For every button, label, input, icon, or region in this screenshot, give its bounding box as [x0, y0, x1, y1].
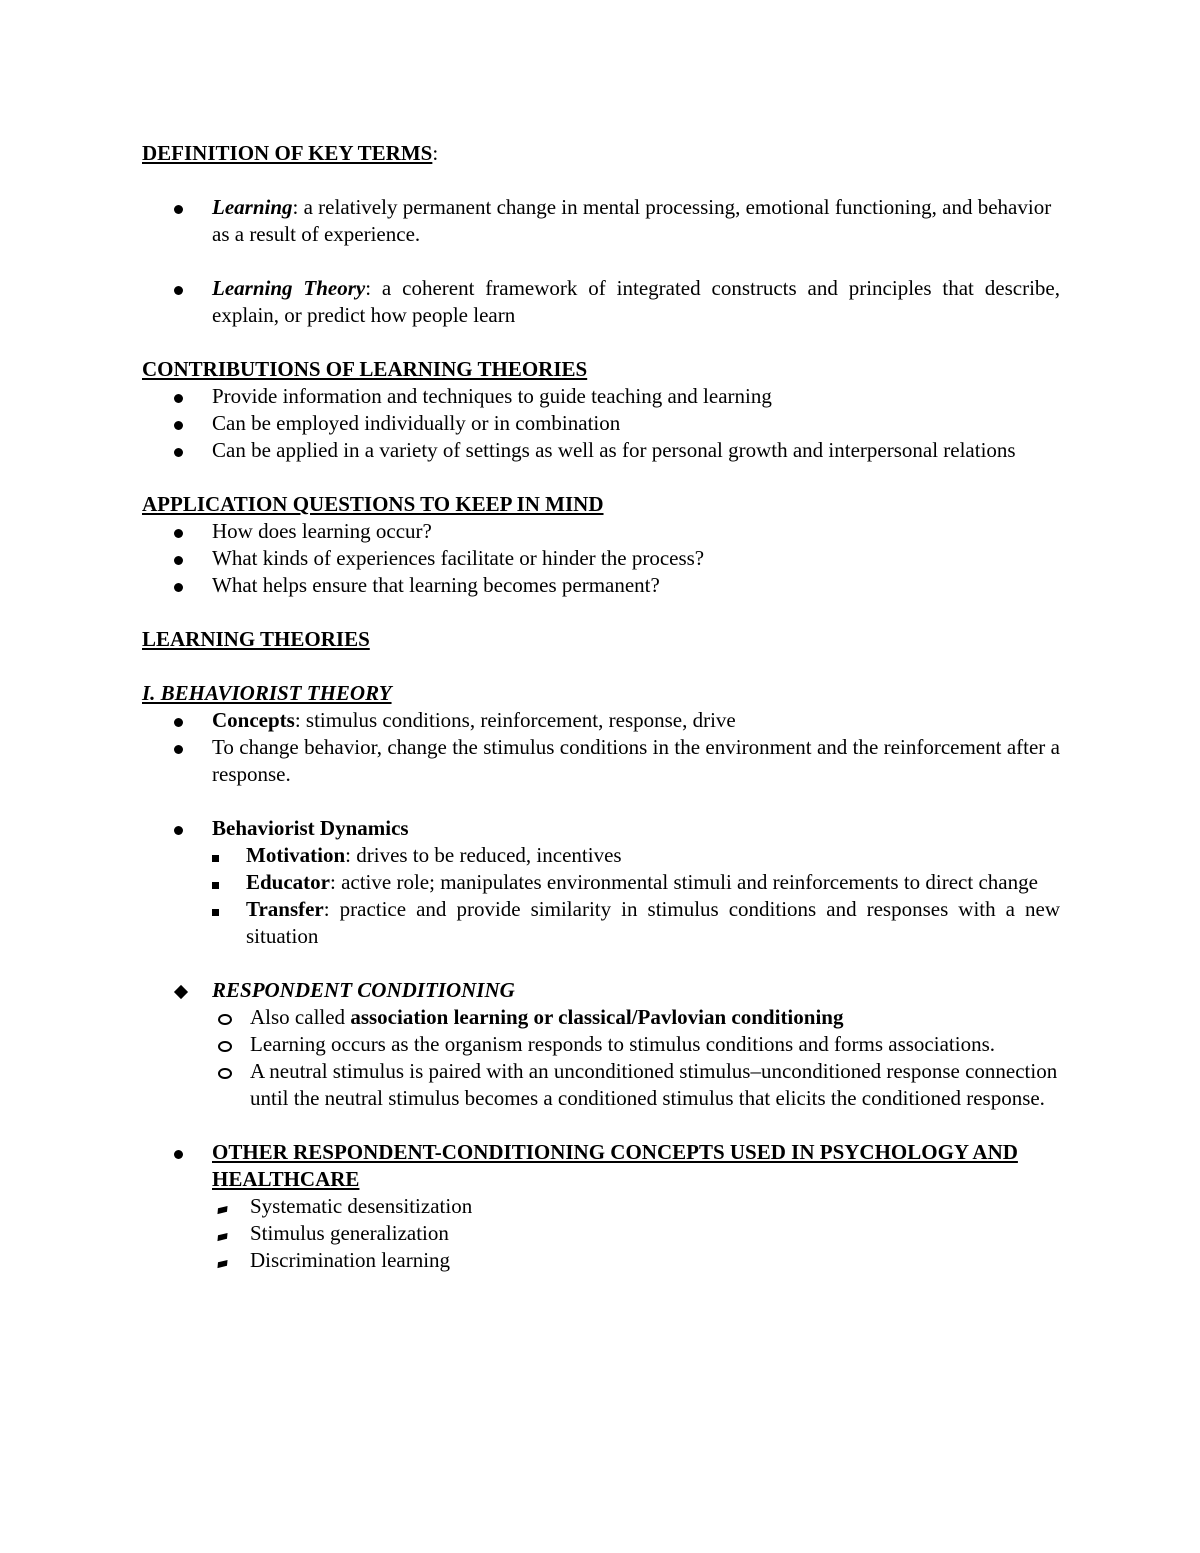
bullet-dot-icon	[174, 518, 183, 545]
square-bullet-icon	[212, 869, 219, 896]
list-item: What helps ensure that learning becomes permanent?	[142, 572, 1060, 599]
term-learning-theory: Learning Theory	[212, 276, 366, 300]
square-bullet-icon	[212, 896, 219, 923]
document-page	[142, 140, 1060, 1274]
diamond-bullet-icon	[174, 977, 186, 1004]
list-item: Can be applied in a variety of settings as well as for personal growth and interpersonal relations	[142, 437, 1060, 464]
sub-item-transfer: Transfer: practice and provide similarity in stimulus conditions and responses with a new situation	[142, 896, 1060, 950]
bullet-dot-icon	[174, 437, 183, 464]
bullet-dot-icon	[174, 572, 183, 599]
sub-item-systematic-desensitization: Systematic desensitization	[142, 1193, 1060, 1220]
term-learning: Learning	[212, 195, 293, 219]
bullet-dot-icon	[174, 410, 183, 437]
bullet-dot-icon	[174, 275, 183, 302]
list-item-behaviorist-dynamics: Behaviorist Dynamics	[142, 815, 1060, 842]
sub-item-motivation: Motivation: drives to be reduced, incentives	[142, 842, 1060, 869]
bullet-dot-icon	[174, 734, 183, 761]
definition-learning: : a relatively permanent change in mental processing, emotional functioning, and behavior as a result of experience.	[212, 195, 1052, 246]
list-item-learning-theory	[142, 275, 1060, 329]
list-item: How does learning occur?	[142, 518, 1060, 545]
section-heading-definitions: DEFINITION OF KEY TERMS:	[142, 141, 439, 165]
sub-item-stimulus-generalization: Stimulus generalization	[142, 1220, 1060, 1247]
list-item-change-behavior: To change behavior, change the stimulus conditions in the environment and the reinforcement after a response.	[142, 734, 1060, 788]
bullet-dot-icon	[174, 815, 183, 842]
list-item: Provide information and techniques to guide teaching and learning	[142, 383, 1060, 410]
circle-bullet-icon	[218, 1058, 232, 1086]
sub-item-also-called: Also called association learning or classical/Pavlovian conditioning	[142, 1004, 1060, 1031]
bullet-dot-icon	[174, 194, 183, 221]
list-item-learning	[142, 194, 1060, 248]
dash-bullet-icon	[218, 1193, 227, 1220]
square-bullet-icon	[212, 842, 219, 869]
dash-bullet-icon	[218, 1220, 227, 1247]
circle-bullet-icon	[218, 1031, 232, 1059]
bullet-dot-icon	[174, 545, 183, 572]
respondent-conditioning-title: RESPONDENT CONDITIONING	[142, 977, 1060, 1004]
list-item: What kinds of experiences facilitate or hinder the process?	[142, 545, 1060, 572]
section-heading-learning-theories: LEARNING THEORIES	[142, 627, 370, 651]
dash-bullet-icon	[218, 1247, 227, 1274]
bullet-dot-icon	[174, 383, 183, 410]
behaviorist-theory-title: I. BEHAVIORIST THEORY	[142, 681, 392, 705]
sub-item-educator: Educator: active role; manipulates environmental stimuli and reinforcements to direct change	[142, 869, 1060, 896]
list-item: Can be employed individually or in combination	[142, 410, 1060, 437]
other-respondent-concepts-title: OTHER RESPONDENT-CONDITIONING CONCEPTS USED IN PSYCHOLOGY AND HEALTHCARE	[142, 1139, 1060, 1193]
bullet-dot-icon	[174, 707, 183, 734]
sub-item-learning-occurs: Learning occurs as the organism responds to stimulus conditions and forms associations.	[142, 1031, 1060, 1058]
definition-learning-theory: : a coherent framework of integrated constructs and principles that describe, explain, or predict how people learn	[212, 276, 1060, 327]
sub-item-discrimination-learning: Discrimination learning	[142, 1247, 1060, 1274]
bullet-dot-icon	[174, 1139, 183, 1166]
list-item-concepts: Concepts: stimulus conditions, reinforcement, response, drive	[142, 707, 1060, 734]
section-heading-application-questions: APPLICATION QUESTIONS TO KEEP IN MIND	[142, 492, 604, 516]
section-heading-contributions: CONTRIBUTIONS OF LEARNING THEORIES	[142, 357, 588, 381]
sub-item-neutral-stimulus: A neutral stimulus is paired with an unconditioned stimulus–unconditioned response connection until the neutral stimulus becomes a conditioned stimulus that elicits the conditioned response.	[142, 1058, 1060, 1112]
circle-bullet-icon	[218, 1004, 232, 1032]
